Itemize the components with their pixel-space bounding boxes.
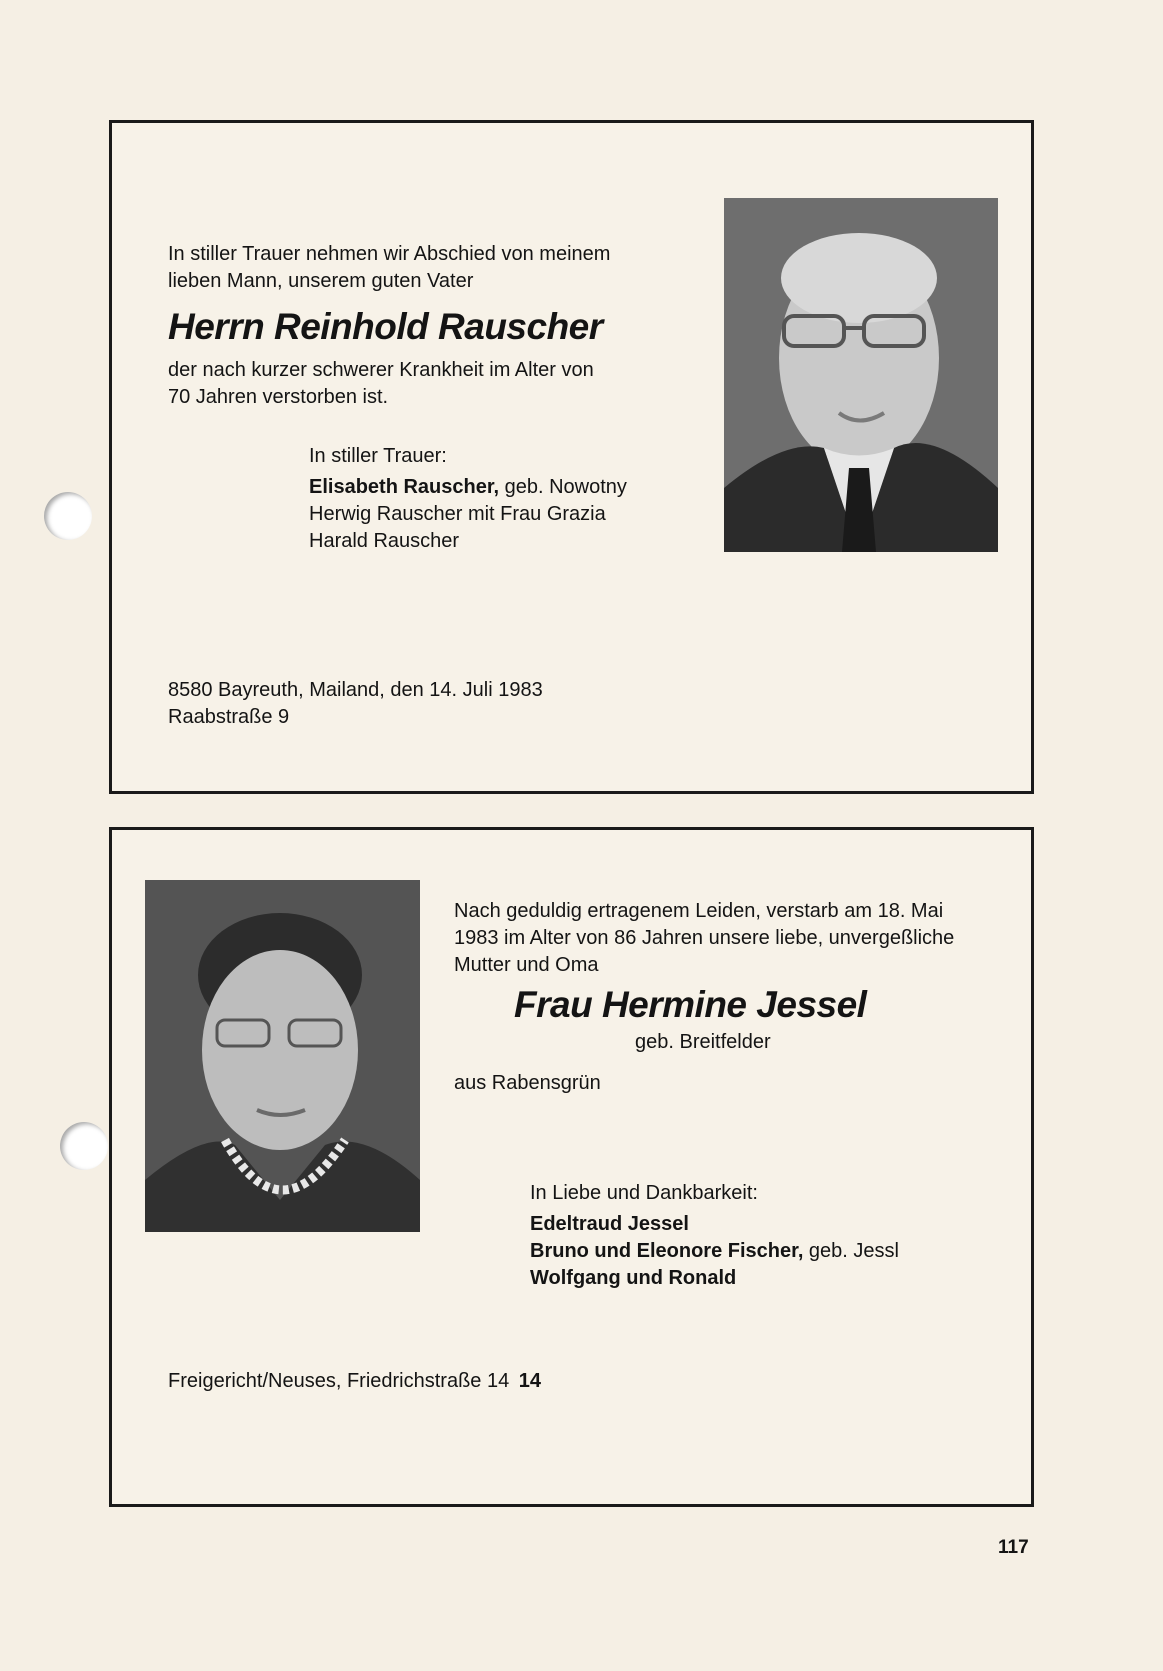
notice1-street: Raabstraße 9: [168, 706, 290, 728]
portrait-photo-man: [724, 198, 998, 552]
notice2-mourners-heading: In Liebe und Dankbarkeit:: [530, 1182, 758, 1204]
notice1-intro: [168, 241, 708, 295]
notice2-address-suffix: 14: [518, 1370, 542, 1392]
notice2-mourner-2-name: Bruno und Eleonore Fischer,: [530, 1240, 804, 1262]
notice2-address: [168, 1368, 541, 1395]
notice2-mourner-3: Wolfgang und Ronald: [530, 1267, 737, 1289]
notice1-description: [168, 357, 708, 411]
man-portrait-image: [724, 198, 998, 552]
notice2-intro-line1: Nach geduldig ertragenem Leiden, verstarb am 18. Mai: [454, 900, 944, 922]
notice1-mourners-heading: In stiller Trauer:: [309, 445, 447, 467]
notice1-mourner-1: [309, 474, 729, 501]
notice1-desc-line1: der nach kurzer schwerer Krankheit im Alter von: [168, 359, 594, 381]
notice1-mourner-3: Harald Rauscher: [309, 530, 460, 552]
notice1-intro-line2: lieben Mann, unserem guten Vater: [168, 270, 474, 292]
notice2-mourner-2: [530, 1238, 1010, 1265]
notice1-mourner-1-name: Elisabeth Rauscher,: [309, 476, 500, 498]
punch-hole-bottom: [60, 1122, 108, 1170]
notice2-intro-line2: 1983 im Alter von 86 Jahren unsere liebe, unvergeßliche: [454, 927, 955, 949]
notice2-intro-line3: Mutter und Oma: [454, 954, 599, 976]
notice1-mourner-1-suffix: geb. Nowotny: [499, 476, 627, 498]
notice1-mourner-2: Herwig Rauscher mit Frau Grazia: [309, 503, 606, 525]
notice2-mourner-1: Edeltraud Jessel: [530, 1213, 689, 1235]
notice2-birth-name: geb. Breitfelder: [635, 1031, 771, 1053]
obituary-notice-rauscher: [109, 120, 1034, 794]
page-number: 117: [998, 1537, 1029, 1558]
notice2-deceased-name: Frau Hermine Jessel: [514, 984, 867, 1025]
notice1-mourners: [309, 443, 729, 555]
punch-hole-top: [44, 492, 92, 540]
notice1-address: [168, 677, 768, 731]
notice1-place-date: 8580 Bayreuth, Mailand, den 14. Juli 1983: [168, 679, 543, 701]
notice2-intro: [454, 898, 1014, 979]
notice2-origin: aus Rabensgrün: [454, 1072, 601, 1094]
obituary-notice-jessel: [109, 827, 1034, 1507]
portrait-photo-woman: [145, 880, 420, 1232]
notice2-mourners: [530, 1180, 1010, 1292]
notice2-address-text: Freigericht/Neuses, Friedrichstraße 14: [168, 1370, 510, 1392]
notice1-deceased-name: Herrn Reinhold Rauscher: [168, 306, 603, 347]
notice1-desc-line2: 70 Jahren verstorben ist.: [168, 386, 389, 408]
woman-portrait-image: [145, 880, 420, 1232]
notice1-intro-line1: In stiller Trauer nehmen wir Abschied von meinem: [168, 243, 611, 265]
notice2-mourner-2-suffix: geb. Jessl: [803, 1240, 899, 1262]
